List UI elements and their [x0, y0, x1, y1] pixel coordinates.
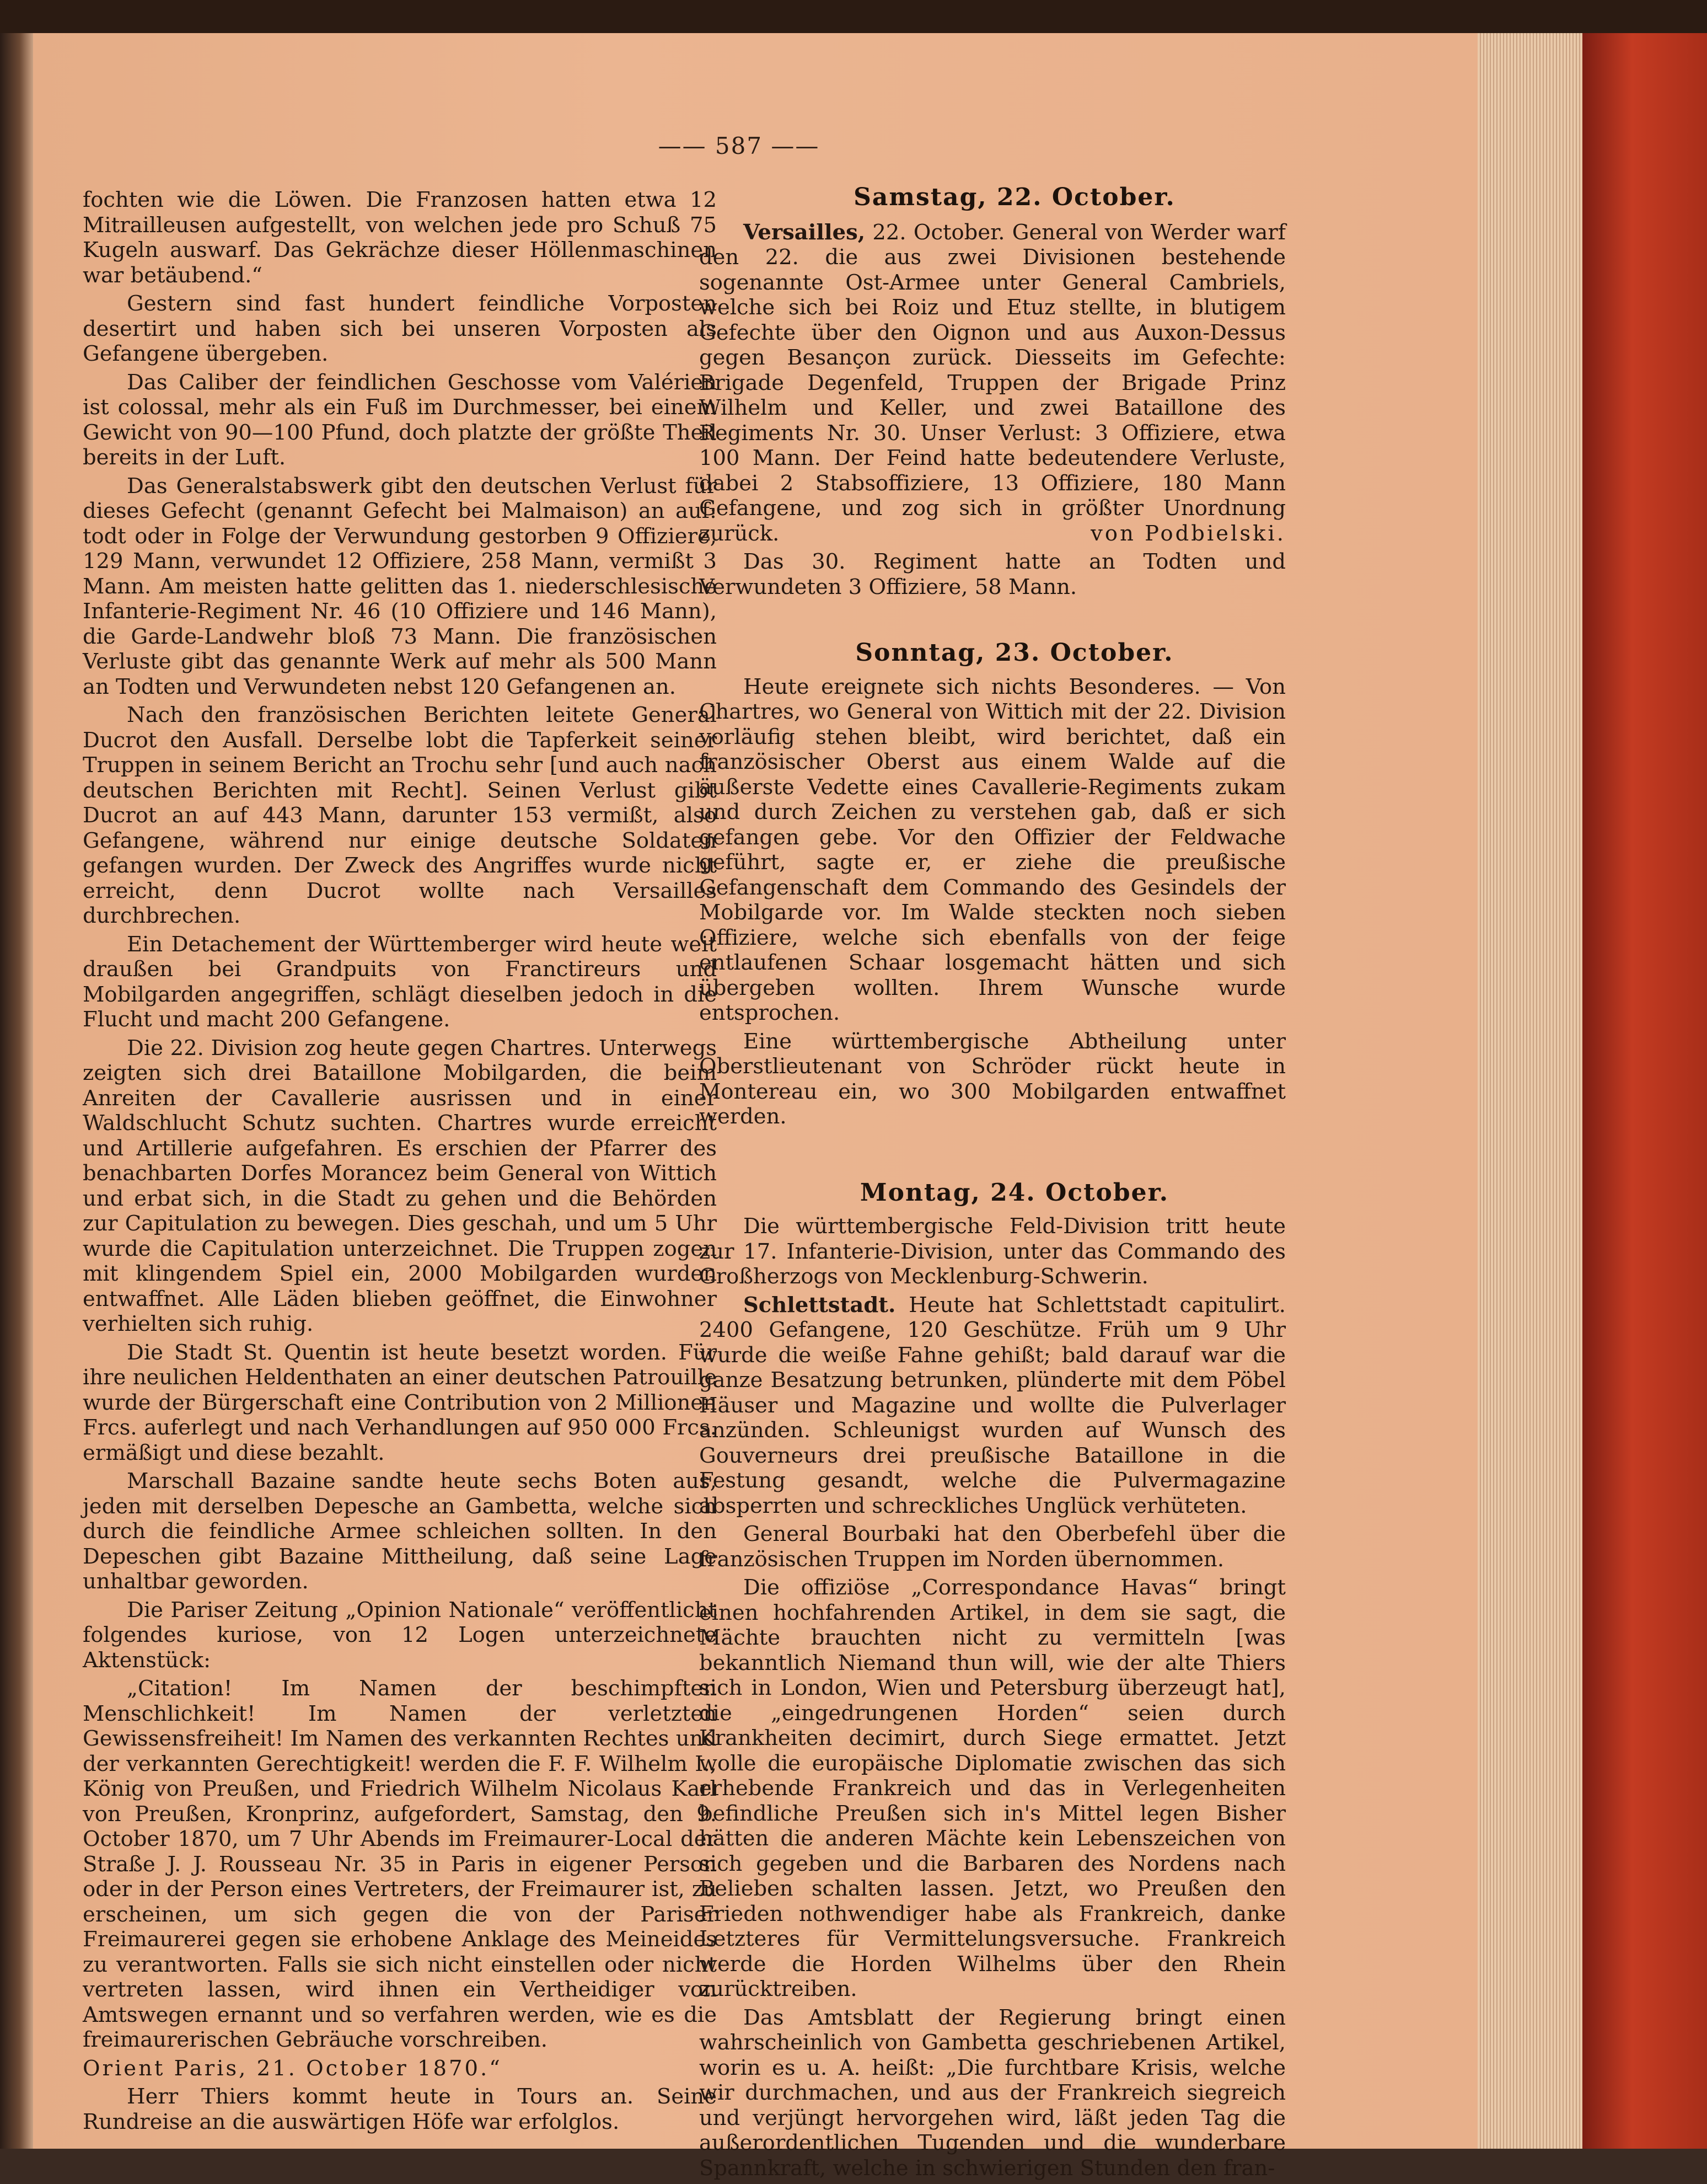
citation-paragraph: „Citation! Im Namen der beschimpften Menschlichkeit! Im Namen der verletzten Gewissensfreiheit! Im Namen des verkannten Rechtes und der verkannten Gerechtigkeit! werden die F. F. Wilhelm I., König von Preußen, und Friedrich Wilhelm Nicolaus Karl von Preußen, Kronprinz, aufgefordert, Samstag, den 9. October 1870, um 7 Uhr Abends im Freimaurer-Local der Straße J. J. Rousseau Nr. 35 in Paris in eigener Person oder in der Person eines Vertreters, der Freimaurer ist, zu erscheinen, um sich gegen die von der Pariser Freimaurerei gegen sie erhobene Anklage des Meineides zu verantworten. Falls sie sich nicht einstellen oder nicht vertreten lassen, wird ihnen ein Vertheidiger von Amtswegen ernannt und so verfahren werden, wie es die freimaurerischen Gebräuche vorschreiben. — [83, 1676, 717, 2052]
paragraph: Die Pariser Zeitung „Opinion Nationale“ veröffentlicht folgendes kuriose, von 12 Logen unterzeichnete Aktenstück: — [83, 1597, 717, 1673]
paragraph: Die offiziöse „Correspondance Havas“ bringt einen hochfahrenden Artikel, in dem sie sagt, die Mächte brauchten nicht zu vermitteln [was bekanntlich Niemand thun will, wie der alte Thiers sich in London, Wien und Petersburg überzeugt hat], die „eingedrungenen Horden“ seien durch Krankheiten decimirt, durch Siege ermattet. Jetzt wolle die europäische Diplomatie zwischen das sich erhebende Frankreich und das in Verlegenheiten befindliche Preußen sich in's Mittel legen Bisher hätten die anderen Mächte kein Lebenszeichen von sich gegeben und die Barbaren des Nordens nach Belieben schalten lassen. Jetzt, wo Preußen den Frieden nothwendiger habe als Frankreich, danke Letzteres für Vermittelungsversuche. Frankreich werde die Horden Wilhelms über den Rhein zurücktreiben. — [699, 1575, 1286, 2001]
paragraph: General Bourbaki hat den Oberbefehl über die französischen Truppen im Norden übernommen. — [699, 1522, 1286, 1572]
paragraph: Die 22. Division zog heute gegen Chartres. Unterwegs zeigten sich drei Bataillone Mobilgarden, die beim Anreiten der Cavallerie ausrissen und in einer Waldschlucht Schutz suchten. Chartres wurde erreicht und Artillerie aufgefahren. Es erschien der Pfarrer des benachbarten Dorfes Morancez beim General von Wittich und erbat sich, in die Stadt zu gehen und die Behörden zur Capitulation zu bewegen. Dies geschah, und um 5 Uhr wurde die Capitulation unterzeichnet. Die Truppen zogen mit klingendem Spiel ein, 2000 Mobilgarden wurden entwaffnet. Alle Läden blieben geöffnet, die Einwohner verhielten sich ruhig. — [83, 1035, 717, 1336]
paragraph: fochten wie die Löwen. Die Franzosen hatten etwa 12 Mitrailleusen aufgestellt, von welchen jede pro Schuß 75 Kugeln auswarf. Das Gekrächze dieser Höllenmaschinen war betäubend.“ — [83, 188, 717, 288]
paragraph: Marschall Bazaine sandte heute sechs Boten aus, jeden mit derselben Depesche an Gambetta, welche sich durch die feindliche Armee schleichen sollten. In den Depeschen gibt Bazaine Mittheilung, daß seine Lage unhaltbar geworden. — [83, 1469, 717, 1594]
paragraph: Das Amtsblatt der Regierung bringt einen wahrscheinlich von Gambetta geschriebenen Artikel, worin es u. A. heißt: „Die furchtbare Krisis, welche wir durchmachen, und aus der Frankreich siegreich und verjüngt hervorgehen wird, läßt jeden Tag die außerordentlichen Tugenden und die wunderbare Spannkraft, welche in schwierigen Stunden den fran- — [699, 2005, 1286, 2181]
paragraph: Das Generalstabswerk gibt den deutschen Verlust für dieses Gefecht (genannt Gefecht bei Malmaison) an auf: todt oder in Folge der Verwundung gestorben 9 Offiziere, 129 Mann, verwundet 12 Offiziere, 258 Mann, vermißt 3 Mann. Am meisten hatte gelitten das 1. niederschlesische Infanterie-Regiment Nr. 46 (10 Offiziere und 146 Mann), die Garde-Landwehr bloß 73 Mann. Die französischen Verluste gibt das genannte Werk auf mehr als 500 Mann an Todten und Verwundeten nebst 120 Gefangenen an. — [83, 473, 717, 699]
paragraph: Das Caliber der feindlichen Geschosse vom Valérien ist colossal, mehr als ein Fuß im Durchmesser, bei einem Gewicht von 90—100 Pfund, doch platzte der größte Theil bereits in der Luft. — [83, 370, 717, 470]
section-heading: Montag, 24. October. — [860, 1178, 1169, 1207]
book-cover-right — [1582, 33, 1707, 2149]
paragraph — [699, 1293, 1286, 1519]
page-stack-edge — [1478, 33, 1582, 2149]
paragraph: Das 30. Regiment hatte an Todten und Verwundeten 3 Offiziere, 58 Mann. — [699, 549, 1286, 599]
paragraph: Die Stadt St. Quentin ist heute besetzt worden. Für ihre neulichen Heldenthaten an einer deutschen Patrouille wurde der Bürgerschaft eine Contribution von 2 Millionen Frcs. auferlegt und nach Verhandlungen auf 950 000 Frcs. ermäßigt und diese bezahlt. — [83, 1340, 717, 1465]
right-column — [699, 185, 1286, 2184]
signature: von Podbielski. — [1091, 521, 1286, 546]
paragraph: Herr Thiers kommt heute in Tours an. Seine Rundreise an die auswärtigen Höfe war erfolglos. — [83, 2084, 717, 2134]
paragraph: Ein Detachement der Württemberger wird heute weit draußen bei Grandpuits von Franctireurs und Mobilgarden angegriffen, schlägt dieselben jedoch in die Flucht und macht 200 Gefangene. — [83, 932, 717, 1032]
paragraph-lead: Versailles, — [743, 220, 866, 245]
scan-top-border — [0, 0, 1707, 33]
section-heading: Sonntag, 23. October. — [855, 639, 1174, 667]
paragraph-text: 22. October. General von Werder warf den 22. die aus zwei Divisionen bestehende sogenannte Ost-Armee unter General Cambriels, welche sich bei Roiz und Etuz stellte, in blutigem Gefechte über den Oignon und aus Auxon-Dessus gegen Besançon zurück. Diesseits im Gefechte: Brigade Degenfeld, Truppen der Brigade Prinz Wilhelm und Keller, und zwei Bataillone des Regiments Nr. 30. Unser Verlust: 3 Offiziere, etwa 100 Mann. Der Feind hatte bedeutendere Verluste, dabei 2 Stabsoffiziere, 13 Offiziere, 180 Mann Gefangene, und zog sich in größter Unordnung zurück. — [699, 220, 1286, 546]
paragraph: Die württembergische Feld-Division tritt heute zur 17. Infanterie-Division, unter das Commando des Großherzogs von Mecklenburg-Schwerin. — [699, 1214, 1286, 1289]
paragraph: Gestern sind fast hundert feindliche Vorposten desertirt und haben sich bei unseren Vorposten als Gefangene übergeben. — [83, 291, 717, 366]
paragraph: Heute ereignete sich nichts Besonderes. — Von Chartres, wo General von Wittich mit der 22. Division vorläufig stehen bleibt, wird berichtet, daß ein französischer Oberst aus einem Walde auf die äußerste Vedette eines Cavallerie-Regiments zukam und durch Zeichen zu verstehen gab, daß er sich gefangen gebe. Vor den Offizier der Feldwache geführt, sagte er, er ziehe die preußische Gefangenschaft dem Commando des Gesindels der Mobilgarde vor. Im Walde steckten noch sieben Offiziere, welche sich ebenfalls von der feige entlaufenen Schaar losgemacht hätten und sich übergeben wollten. Ihrem Wunsche wurde entsprochen. — [699, 674, 1286, 1025]
section-heading: Samstag, 22. October. — [854, 183, 1175, 211]
paragraph-lead: Schlettstadt. — [743, 1292, 896, 1318]
page-number: —— 587 —— — [658, 132, 820, 159]
paragraph — [699, 220, 1286, 547]
book-binding-left — [0, 33, 33, 2149]
paragraph: Nach den französischen Berichten leitete General Ducrot den Ausfall. Derselbe lobt die Tapferkeit seiner Truppen in seinem Bericht an Trochu sehr [und auch nach deutschen Berichten mit Recht]. Seinen Verlust gibt Ducrot an auf 443 Mann, darunter 153 vermißt, also Gefangene, während nur einige deutsche Soldaten gefangen wurden. Der Zweck des Angriffes wurde nicht erreicht, denn Ducrot wollte nach Versailles durchbrechen. — [83, 703, 717, 928]
paragraph: Eine württembergische Abtheilung unter Oberstlieutenant von Schröder rückt heute in Montereau ein, wo 300 Mobilgarden entwaffnet werden. — [699, 1029, 1286, 1129]
citation-signoff: Orient Paris, 21. October 1870.“ — [83, 2055, 502, 2081]
paragraph-text: Heute hat Schlettstadt capitulirt. 2400 Gefangene, 120 Geschütze. Früh um 9 Uhr wurde die weiße Fahne gehißt; bald darauf war die ganze Besatzung betrunken, plünderte mit dem Pöbel Häuser und Magazine und wollte die Pulverlager anzünden. Schleunigst wurden auf Wunsch des Gouverneurs drei preußische Bataillone in die Festung gesandt, welche die Pulvermagazine absperrten und schreckliches Unglück verhüteten. — [699, 1292, 1286, 1518]
left-column — [83, 188, 717, 2138]
